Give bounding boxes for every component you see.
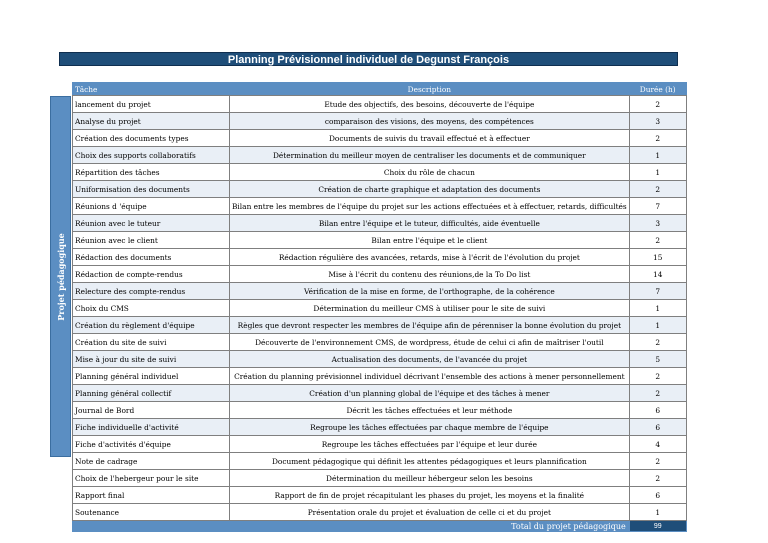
description-cell: Etude des objectifs, des besoins, découverte de l'équipe [230, 96, 630, 113]
description-cell: Rédaction régulière des avancées, retards, mise à l'écrit de l'évolution du projet [230, 249, 630, 266]
task-cell: Réunion avec le client [73, 232, 230, 249]
duration-cell: 6 [629, 419, 686, 436]
duration-cell: 4 [629, 436, 686, 453]
description-cell: comparaison des visions, des moyens, des compétences [230, 113, 630, 130]
table-row [73, 351, 687, 368]
task-cell: Planning général collectif [73, 385, 230, 402]
table-row [73, 130, 687, 147]
duration-cell: 1 [629, 164, 686, 181]
table-row [73, 504, 687, 521]
duration-cell: 7 [629, 198, 686, 215]
task-cell: Choix des supports collaboratifs [73, 147, 230, 164]
task-cell: Répartition des tâches [73, 164, 230, 181]
duration-cell: 1 [629, 147, 686, 164]
description-cell: Règles que devront respecter les membres de l'équipe afin de pérenniser la bonne évolution du projet [230, 317, 630, 334]
table-row [73, 113, 687, 130]
header-task: Tâche [73, 83, 230, 96]
duration-cell: 1 [629, 300, 686, 317]
task-cell: Note de cadrage [73, 453, 230, 470]
task-cell: Planning général individuel [73, 368, 230, 385]
task-cell: Rédaction des documents [73, 249, 230, 266]
duration-cell: 2 [629, 368, 686, 385]
header-description: Description [230, 83, 630, 96]
task-cell: Création du règlement d'équipe [73, 317, 230, 334]
table-row [73, 300, 687, 317]
description-cell: Rapport de fin de projet récapitulant les phases du projet, les moyens et la finalité [230, 487, 630, 504]
task-cell: Journal de Bord [73, 402, 230, 419]
task-cell: Analyse du projet [73, 113, 230, 130]
description-cell: Bilan entre l'équipe et le tuteur, difficultés, aide éventuelle [230, 215, 630, 232]
description-cell: Création de charte graphique et adaptation des documents [230, 181, 630, 198]
task-cell: Choix de l'hebergeur pour le site [73, 470, 230, 487]
description-cell: Détermination du meilleur hébergeur selon les besoins [230, 470, 630, 487]
task-cell: Relecture des compte-rendus [73, 283, 230, 300]
duration-cell: 2 [629, 470, 686, 487]
description-cell: Détermination du meilleur CMS à utiliser pour le site de suivi [230, 300, 630, 317]
table-row [73, 266, 687, 283]
table-row [73, 334, 687, 351]
description-cell: Détermination du meilleur moyen de centraliser les documents et de communiquer [230, 147, 630, 164]
task-cell: Soutenance [73, 504, 230, 521]
task-cell: Fiche individuelle d'activité [73, 419, 230, 436]
table-row [73, 198, 687, 215]
planning-table [72, 82, 687, 532]
table-row [73, 181, 687, 198]
duration-cell: 2 [629, 385, 686, 402]
table-row [73, 402, 687, 419]
description-cell: Regroupe les tâches effectuées par chaque membre de l'équipe [230, 419, 630, 436]
table-row [73, 147, 687, 164]
description-cell: Bilan entre les membres de l'équipe du projet sur les actions effectuées et à effectuer, retards, difficultés [230, 198, 630, 215]
duration-cell: 5 [629, 351, 686, 368]
duration-cell: 6 [629, 487, 686, 504]
duration-cell: 6 [629, 402, 686, 419]
page-title: Planning Prévisionnel individuel de Degunst François [59, 52, 678, 66]
description-cell: Document pédagogique qui définit les attentes pédagogiques et leurs plannification [230, 453, 630, 470]
table-row [73, 317, 687, 334]
table-row [73, 96, 687, 113]
duration-cell: 7 [629, 283, 686, 300]
duration-cell: 3 [629, 113, 686, 130]
description-cell: Bilan entre l'équipe et le client [230, 232, 630, 249]
task-cell: Rapport final [73, 487, 230, 504]
task-cell: Réunions d 'équipe [73, 198, 230, 215]
table-row [73, 368, 687, 385]
task-cell: Choix du CMS [73, 300, 230, 317]
header-duration: Durée (h) [629, 83, 686, 96]
total-row [73, 521, 687, 532]
table-row [73, 215, 687, 232]
description-cell: Découverte de l'environnement CMS, de wordpress, étude de celui ci afin de maîtriser l'outil [230, 334, 630, 351]
total-spacer [73, 521, 230, 532]
table-row [73, 470, 687, 487]
table-row [73, 164, 687, 181]
description-cell: Décrit les tâches effectuées et leur méthode [230, 402, 630, 419]
description-cell: Regroupe les tâches effectuées par l'équipe et leur durée [230, 436, 630, 453]
table-row [73, 283, 687, 300]
header-row [73, 83, 687, 96]
task-cell: Uniformisation des documents [73, 181, 230, 198]
description-cell: Création du planning prévisionnel individuel décrivant l'ensemble des actions à mener personnellement [230, 368, 630, 385]
task-cell: Réunion avec le tuteur [73, 215, 230, 232]
total-label: Total du projet pédagogique [230, 521, 630, 532]
table-row [73, 487, 687, 504]
task-cell: Rédaction de compte-rendus [73, 266, 230, 283]
description-cell: Vérification de la mise en forme, de l'orthographe, de la cohérence [230, 283, 630, 300]
description-cell: Mise à l'écrit du contenu des réunions,de la To Do list [230, 266, 630, 283]
table-row [73, 436, 687, 453]
total-value: 99 [629, 521, 686, 532]
table-row [73, 419, 687, 436]
task-cell: Fiche d'activités d'équipe [73, 436, 230, 453]
table-row [73, 385, 687, 402]
table-row [73, 453, 687, 470]
section-sidebar [50, 96, 71, 457]
description-cell: Actualisation des documents, de l'avancée du projet [230, 351, 630, 368]
description-cell: Présentation orale du projet et évaluation de celle ci et du projet [230, 504, 630, 521]
table-row [73, 249, 687, 266]
task-cell: Mise à jour du site de suivi [73, 351, 230, 368]
description-cell: Création d'un planning global de l'équipe et des tâches à mener [230, 385, 630, 402]
task-cell: lancement du projet [73, 96, 230, 113]
task-cell: Création des documents types [73, 130, 230, 147]
duration-cell: 2 [629, 130, 686, 147]
duration-cell: 1 [629, 504, 686, 521]
duration-cell: 1 [629, 317, 686, 334]
duration-cell: 14 [629, 266, 686, 283]
duration-cell: 2 [629, 334, 686, 351]
description-cell: Choix du rôle de chacun [230, 164, 630, 181]
duration-cell: 3 [629, 215, 686, 232]
task-cell: Création du site de suivi [73, 334, 230, 351]
duration-cell: 2 [629, 453, 686, 470]
section-label: Projet pédagogique [55, 232, 66, 321]
duration-cell: 15 [629, 249, 686, 266]
duration-cell: 2 [629, 96, 686, 113]
table-row [73, 232, 687, 249]
description-cell: Documents de suivis du travail effectué et à effectuer [230, 130, 630, 147]
duration-cell: 2 [629, 181, 686, 198]
duration-cell: 2 [629, 232, 686, 249]
